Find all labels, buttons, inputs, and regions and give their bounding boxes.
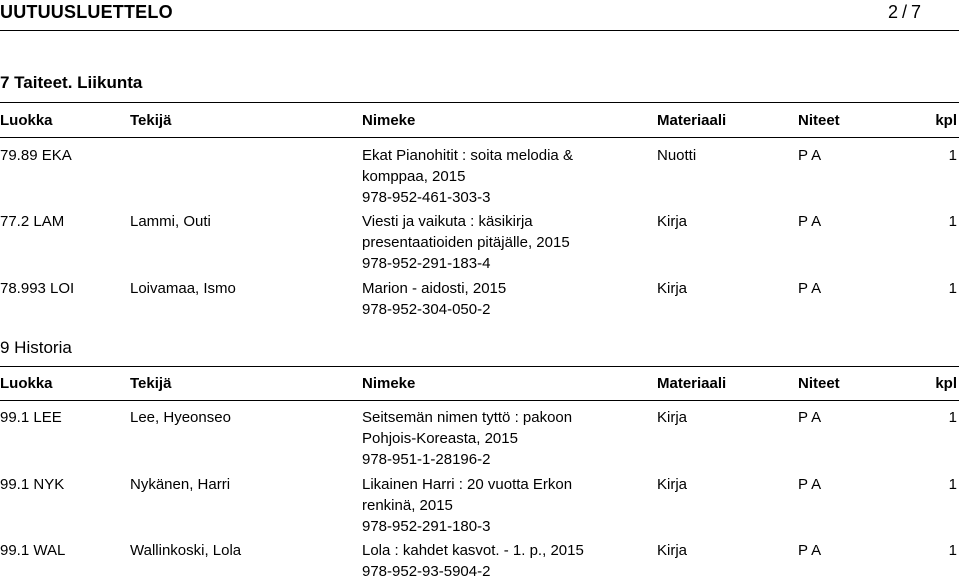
cell-tekija: Wallinkoski, Lola [130, 542, 242, 559]
cell-luokka: 78.993 LOI [0, 280, 75, 297]
cell-luokka: 99.1 NYK [0, 476, 65, 493]
cell-kpl: 1 [948, 147, 957, 164]
col-header-luokka: Luokka [0, 112, 53, 129]
cell-luokka: 79.89 EKA [0, 147, 72, 164]
section-divider [0, 102, 959, 103]
cell-niteet: P A [798, 409, 822, 426]
cell-luokka: 99.1 WAL [0, 542, 66, 559]
section-divider [0, 366, 959, 367]
nimeke-title-line: Marion - aidosti, 2015 [362, 280, 507, 297]
nimeke-title-line: Viesti ja vaikuta : käsikirja [362, 213, 533, 230]
section-heading: 9 Historia [0, 338, 72, 357]
cell-nimeke [362, 211, 647, 274]
section-heading: 7 Taiteet. Liikunta [0, 73, 143, 92]
nimeke-isbn: 978-951-1-28196-2 [362, 451, 491, 468]
nimeke-isbn: 978-952-291-180-3 [362, 518, 491, 535]
nimeke-title-line: Likainen Harri : 20 vuotta Erkon [362, 476, 573, 493]
page-total: 7 [910, 2, 921, 22]
col-header-kpl: kpl [935, 375, 957, 392]
cell-nimeke [362, 145, 647, 208]
cell-kpl: 1 [948, 213, 957, 230]
nimeke-isbn: 978-952-461-303-3 [362, 189, 491, 206]
cell-kpl: 1 [948, 542, 957, 559]
nimeke-title-line: presentaatioiden pitäjälle, 2015 [362, 234, 570, 251]
nimeke-title-line: Seitsemän nimen tyttö : pakoon [362, 409, 573, 426]
nimeke-isbn: 978-952-93-5904-2 [362, 563, 491, 580]
cell-nimeke [362, 540, 647, 582]
nimeke-title-line: komppaa, 2015 [362, 168, 466, 185]
col-header-nimeke: Nimeke [362, 112, 416, 129]
cell-tekija: Lee, Hyeonseo [130, 409, 231, 426]
cell-tekija: Lammi, Outi [130, 213, 211, 230]
cell-materiaali: Nuotti [657, 147, 697, 164]
cell-kpl: 1 [948, 476, 957, 493]
nimeke-title-line: Pohjois-Koreasta, 2015 [362, 430, 518, 447]
col-header-tekija: Tekijä [130, 112, 172, 129]
cell-materiaali: Kirja [657, 476, 688, 493]
cell-tekija: Nykänen, Harri [130, 476, 231, 493]
col-header-nimeke: Nimeke [362, 375, 416, 392]
col-header-tekija: Tekijä [130, 375, 172, 392]
col-header-luokka: Luokka [0, 375, 53, 392]
cell-nimeke [362, 407, 647, 470]
cell-kpl: 1 [948, 409, 957, 426]
cell-niteet: P A [798, 213, 822, 230]
nimeke-title-line: Lola : kahdet kasvot. - 1. p., 2015 [362, 542, 584, 559]
nimeke-title-line: renkinä, 2015 [362, 497, 453, 514]
header-divider [0, 30, 959, 31]
cell-materiaali: Kirja [657, 213, 688, 230]
cell-niteet: P A [798, 147, 822, 164]
page-indicator [888, 2, 921, 23]
nimeke-isbn: 978-952-304-050-2 [362, 301, 491, 318]
nimeke-isbn: 978-952-291-183-4 [362, 255, 491, 272]
page-separator: / [901, 2, 907, 22]
page-current: 2 [887, 2, 898, 22]
cell-materiaali: Kirja [657, 409, 688, 426]
catalog-title: UUTUUSLUETTELO [0, 2, 173, 22]
col-header-niteet: Niteet [798, 112, 840, 129]
cell-kpl: 1 [948, 280, 957, 297]
col-header-niteet: Niteet [798, 375, 840, 392]
col-header-kpl: kpl [935, 112, 957, 129]
col-header-materiaali: Materiaali [657, 375, 727, 392]
nimeke-title-line: Ekat Pianohitit : soita melodia & [362, 147, 573, 164]
cell-nimeke [362, 474, 647, 537]
cell-luokka: 99.1 LEE [0, 409, 62, 426]
col-header-materiaali: Materiaali [657, 112, 727, 129]
cell-niteet: P A [798, 280, 822, 297]
cell-niteet: P A [798, 476, 822, 493]
table-header-divider [0, 137, 959, 138]
cell-tekija: Loivamaa, Ismo [130, 280, 236, 297]
cell-niteet: P A [798, 542, 822, 559]
cell-materiaali: Kirja [657, 542, 688, 559]
cell-luokka: 77.2 LAM [0, 213, 65, 230]
cell-materiaali: Kirja [657, 280, 688, 297]
table-header-divider [0, 400, 959, 401]
cell-nimeke [362, 278, 647, 320]
